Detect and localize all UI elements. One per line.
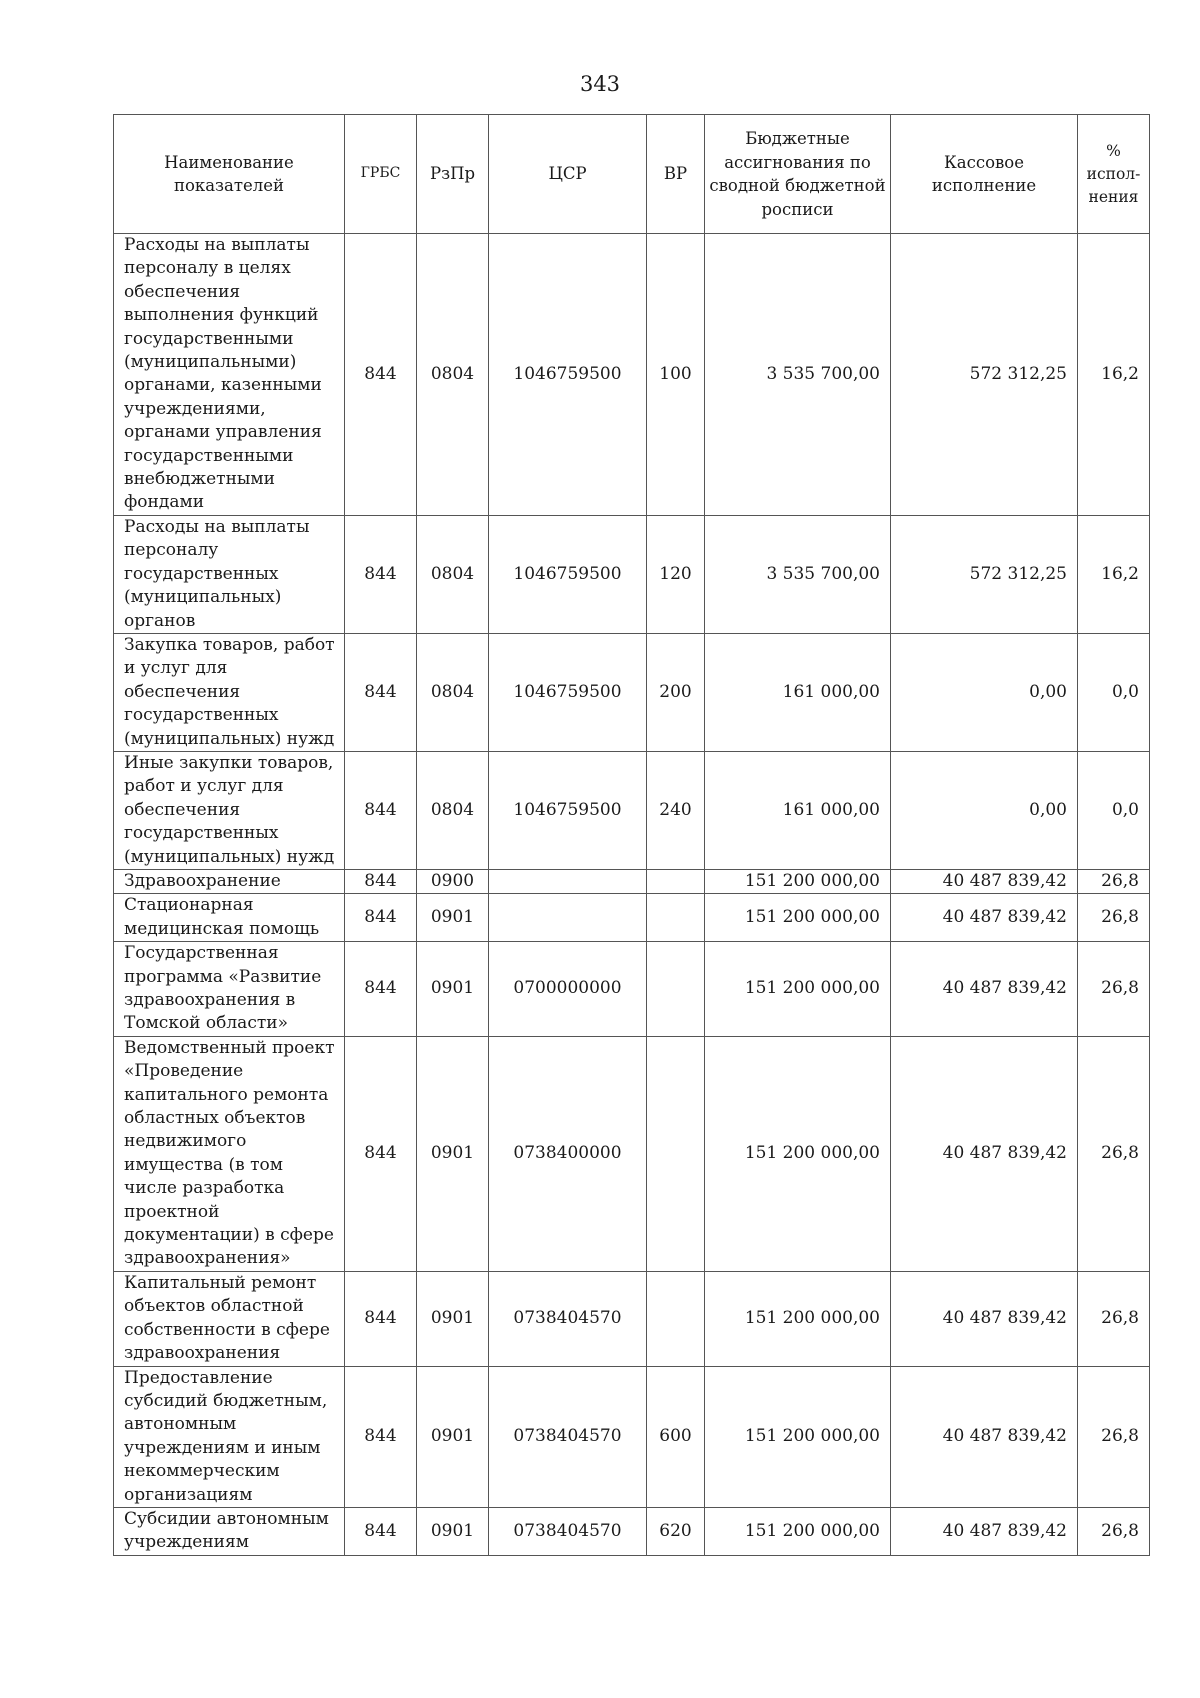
cell-csr	[489, 894, 647, 942]
cell-csr: 0738404570	[489, 1507, 647, 1555]
table-row	[114, 751, 1150, 869]
cell-rzpr: 0901	[417, 1366, 489, 1507]
header-csr: ЦСР	[489, 115, 647, 234]
cell-budget: 151 200 000,00	[705, 1036, 891, 1271]
header-grbs: ГРБС	[345, 115, 417, 234]
cell-budget: 3 535 700,00	[705, 234, 891, 516]
cell-cash: 40 487 839,42	[891, 1036, 1078, 1271]
cell-cash: 40 487 839,42	[891, 942, 1078, 1037]
cell-rzpr: 0901	[417, 1507, 489, 1555]
cell-name: Стационарная медицинская помощь	[114, 894, 345, 942]
cell-vr	[647, 1036, 705, 1271]
header-cash: Кассовое исполнение	[891, 115, 1078, 234]
cell-grbs: 844	[345, 515, 417, 633]
cell-vr: 600	[647, 1366, 705, 1507]
cell-vr	[647, 942, 705, 1037]
cell-grbs: 844	[345, 1271, 417, 1366]
cell-pct: 0,0	[1078, 633, 1150, 751]
cell-budget: 151 200 000,00	[705, 1507, 891, 1555]
cell-vr: 100	[647, 234, 705, 516]
cell-csr: 1046759500	[489, 751, 647, 869]
cell-grbs: 844	[345, 1366, 417, 1507]
header-pct-line2: нения	[1088, 187, 1139, 206]
cell-cash: 0,00	[891, 633, 1078, 751]
cell-pct: 26,8	[1078, 894, 1150, 942]
header-budget: Бюджетные ассигнования по сводной бюджетной росписи	[705, 115, 891, 234]
cell-rzpr: 0804	[417, 515, 489, 633]
cell-budget: 151 200 000,00	[705, 1271, 891, 1366]
cell-grbs: 844	[345, 633, 417, 751]
header-vr: ВР	[647, 115, 705, 234]
cell-grbs: 844	[345, 1036, 417, 1271]
cell-csr: 0700000000	[489, 942, 647, 1037]
table-row	[114, 1507, 1150, 1555]
cell-pct: 0,0	[1078, 751, 1150, 869]
cell-pct: 26,8	[1078, 1366, 1150, 1507]
header-name: Наименование показателей	[114, 115, 345, 234]
header-pct-line1: испол-	[1086, 164, 1141, 183]
budget-table	[113, 114, 1150, 1556]
table-row	[114, 234, 1150, 516]
cell-vr	[647, 1271, 705, 1366]
cell-csr: 1046759500	[489, 633, 647, 751]
cell-budget: 161 000,00	[705, 633, 891, 751]
cell-pct: 26,8	[1078, 942, 1150, 1037]
cell-cash: 40 487 839,42	[891, 1366, 1078, 1507]
cell-csr: 0738400000	[489, 1036, 647, 1271]
cell-rzpr: 0900	[417, 869, 489, 893]
cell-budget: 151 200 000,00	[705, 1366, 891, 1507]
cell-budget: 3 535 700,00	[705, 515, 891, 633]
cell-name: Закупка товаров, работ и услуг для обеспечения государственных (муниципальных) нужд	[114, 633, 345, 751]
cell-pct: 26,8	[1078, 1507, 1150, 1555]
cell-cash: 40 487 839,42	[891, 869, 1078, 893]
cell-budget: 151 200 000,00	[705, 894, 891, 942]
cell-pct: 16,2	[1078, 234, 1150, 516]
cell-csr: 1046759500	[489, 515, 647, 633]
cell-pct: 26,8	[1078, 1036, 1150, 1271]
table-row	[114, 1366, 1150, 1507]
cell-vr: 620	[647, 1507, 705, 1555]
table-body	[114, 234, 1150, 1556]
cell-csr: 1046759500	[489, 234, 647, 516]
cell-name: Здравоохранение	[114, 869, 345, 893]
cell-vr: 120	[647, 515, 705, 633]
cell-grbs: 844	[345, 234, 417, 516]
cell-name: Ведомственный проект «Проведение капитального ремонта областных объектов недвижимого имущества (в том числе разработка проектной документации) в сфере здравоохранения»	[114, 1036, 345, 1271]
header-pct	[1078, 115, 1150, 234]
cell-cash: 0,00	[891, 751, 1078, 869]
cell-cash: 572 312,25	[891, 234, 1078, 516]
page-number: 343	[579, 72, 621, 96]
cell-name: Расходы на выплаты персоналу в целях обеспечения выполнения функций государственными (муниципальными) органами, казенными учреждениями, органами управления государственными внебюджетными фондами	[114, 234, 345, 516]
cell-budget: 151 200 000,00	[705, 942, 891, 1037]
table-row	[114, 515, 1150, 633]
table-header-row	[114, 115, 1150, 234]
header-pct-symbol: %	[1106, 141, 1121, 160]
table-row	[114, 1036, 1150, 1271]
cell-pct: 26,8	[1078, 1271, 1150, 1366]
table-row	[114, 942, 1150, 1037]
cell-rzpr: 0901	[417, 1271, 489, 1366]
cell-cash: 572 312,25	[891, 515, 1078, 633]
cell-rzpr: 0901	[417, 942, 489, 1037]
cell-pct: 26,8	[1078, 869, 1150, 893]
cell-csr: 0738404570	[489, 1366, 647, 1507]
cell-grbs: 844	[345, 869, 417, 893]
header-rzpr: РзПр	[417, 115, 489, 234]
cell-rzpr: 0901	[417, 1036, 489, 1271]
cell-vr	[647, 869, 705, 893]
cell-name: Субсидии автономным учреждениям	[114, 1507, 345, 1555]
cell-grbs: 844	[345, 1507, 417, 1555]
cell-cash: 40 487 839,42	[891, 894, 1078, 942]
cell-budget: 161 000,00	[705, 751, 891, 869]
cell-name: Расходы на выплаты персоналу государственных (муниципальных) органов	[114, 515, 345, 633]
cell-grbs: 844	[345, 751, 417, 869]
cell-name: Капитальный ремонт объектов областной собственности в сфере здравоохранения	[114, 1271, 345, 1366]
cell-name: Государственная программа «Развитие здравоохранения в Томской области»	[114, 942, 345, 1037]
cell-grbs: 844	[345, 942, 417, 1037]
table-row	[114, 1271, 1150, 1366]
cell-vr	[647, 894, 705, 942]
cell-rzpr: 0804	[417, 234, 489, 516]
cell-rzpr: 0804	[417, 751, 489, 869]
cell-cash: 40 487 839,42	[891, 1507, 1078, 1555]
table-row	[114, 894, 1150, 942]
cell-name: Иные закупки товаров, работ и услуг для обеспечения государственных (муниципальных) нужд	[114, 751, 345, 869]
cell-rzpr: 0804	[417, 633, 489, 751]
cell-grbs: 844	[345, 894, 417, 942]
cell-rzpr: 0901	[417, 894, 489, 942]
cell-pct: 16,2	[1078, 515, 1150, 633]
cell-name: Предоставление субсидий бюджетным, автономным учреждениям и иным некоммерческим организациям	[114, 1366, 345, 1507]
cell-cash: 40 487 839,42	[891, 1271, 1078, 1366]
cell-vr: 200	[647, 633, 705, 751]
table-row	[114, 869, 1150, 893]
cell-budget: 151 200 000,00	[705, 869, 891, 893]
table-row	[114, 633, 1150, 751]
cell-vr: 240	[647, 751, 705, 869]
cell-csr: 0738404570	[489, 1271, 647, 1366]
cell-csr	[489, 869, 647, 893]
